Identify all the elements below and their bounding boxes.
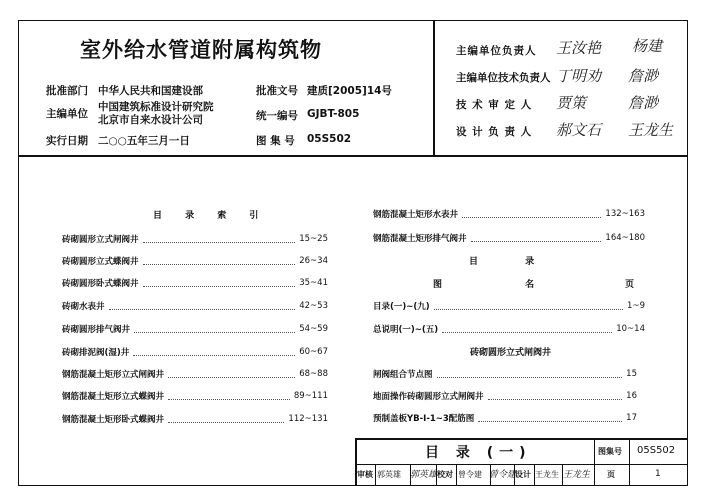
titleblock-top-border — [355, 438, 688, 440]
approve-dept-label: 批准部门 — [46, 85, 88, 97]
toc-right-top-item: 钢筋混凝土矩形排气阀井 164~180 — [373, 233, 645, 244]
atlas-no: 05S502 — [307, 133, 352, 145]
toc-right-item: 地面操作砖砌圆形立式闸阀井 16 — [373, 391, 637, 402]
titleblock-atlas-label: 图集号 — [598, 447, 622, 456]
sig-label-2: 主编单位技术负责人 — [456, 72, 551, 84]
designer-name: 王龙生 — [535, 470, 559, 479]
toc-left-item: 砖砌水表井 42~53 — [62, 301, 328, 312]
signature-1b: 杨建 — [632, 37, 663, 55]
toc-right-item: 总说明(一)~(五) 10~14 — [373, 324, 645, 335]
toc-right-item: 预制盖板YB-Ⅰ-1~3配筋图 17 — [373, 413, 637, 424]
designer-signature: 王龙生 — [563, 470, 591, 480]
titleblock-divider — [629, 438, 630, 486]
toc-col-page: 页 — [625, 280, 645, 290]
design-label: 设计 — [515, 470, 531, 479]
doc-no: 建质[2005]14号 — [307, 85, 392, 97]
checker-signature: 曾令建 — [489, 470, 517, 480]
toc-col-name: 图 名 — [433, 280, 575, 290]
toc-right-top-item: 钢筋混凝土矩形水表井 132~163 — [373, 209, 645, 220]
toc-left-item: 砖砌圆形立式闸阀井 15~25 — [62, 234, 328, 245]
signature-3a: 贾策 — [556, 94, 587, 112]
titleblock-atlas-value: 05S502 — [637, 445, 676, 456]
reviewer-signature: 郭英雄 — [410, 470, 438, 480]
signature-2a: 丁明劝 — [556, 67, 602, 85]
header-vertical-divider — [433, 20, 435, 156]
toc-left-item: 砖砌圆形卧式蝶阀井 35~41 — [62, 278, 328, 289]
toc-subheading: 砖砌圆形立式闸阀井 — [470, 348, 552, 358]
doc-no-label: 批准文号 — [256, 85, 298, 97]
toc-left-item: 钢筋混凝土矩形卧式蝶阀井 112~131 — [62, 414, 328, 425]
signature-4b: 王龙生 — [628, 121, 674, 139]
sig-label-3: 技 术 审 定 人 — [456, 99, 533, 111]
effective-label: 实行日期 — [46, 135, 88, 147]
toc-left-item: 钢筋混凝土矩形立式蝶阀井 89~111 — [62, 391, 328, 402]
effective-date: 二○○五年三月一日 — [98, 135, 190, 147]
signature-4a: 郝文石 — [556, 121, 602, 139]
check-label: 校对 — [437, 470, 453, 479]
page-title: 室外给水管道附属构筑物 — [80, 37, 322, 62]
sig-label-4: 设 计 负 责 人 — [456, 126, 533, 138]
approve-dept: 中华人民共和国建设部 — [98, 85, 203, 97]
titleblock-divider — [594, 438, 595, 486]
toc-right-item: 闸阀组合节点图 15 — [373, 369, 637, 380]
page-label: 页 — [607, 470, 615, 479]
chief-unit-label: 主编单位 — [46, 108, 88, 120]
cell-divider — [375, 464, 376, 486]
unified-no-label: 统一编号 — [256, 110, 298, 122]
toc-left-item: 钢筋混凝土矩形立式闸阀井 68~88 — [62, 369, 328, 380]
chief-unit-1: 中国建筑标准设计研究院 — [98, 101, 214, 113]
toc-right-item: 目录(一)~(九) 1~9 — [373, 301, 645, 312]
review-label: 审核 — [357, 470, 373, 479]
page-number: 1 — [655, 469, 661, 479]
signature-1a: 王汝艳 — [556, 39, 602, 57]
header-divider — [18, 155, 688, 157]
atlas-no-label: 图 集 号 — [256, 135, 295, 147]
unified-no: GJBT-805 — [307, 108, 360, 120]
toc-left-item: 砖砌圆形排气阀井 54~59 — [62, 324, 328, 335]
chief-unit-2: 北京市自来水设计公司 — [98, 114, 203, 126]
toc-index-heading: 目 录 索 引 — [153, 211, 269, 221]
checker-name: 曾令建 — [458, 470, 482, 479]
toc-left-item: 砖砌圆形立式蝶阀井 26~34 — [62, 256, 328, 267]
reviewer-name: 郭英雄 — [377, 470, 401, 479]
cell-divider — [456, 464, 457, 486]
titleblock-mid-line — [355, 464, 688, 465]
signature-2b: 詹渺 — [628, 67, 659, 85]
toc-left-item: 砖砌排泥阀(湿)井 60~67 — [62, 347, 328, 358]
toc-heading: 目 录 — [469, 257, 557, 267]
signature-3b: 詹渺 — [628, 94, 659, 112]
sig-label-1: 主编单位负责人 — [456, 45, 537, 57]
titleblock-title: 目 录 (一) — [425, 445, 532, 461]
